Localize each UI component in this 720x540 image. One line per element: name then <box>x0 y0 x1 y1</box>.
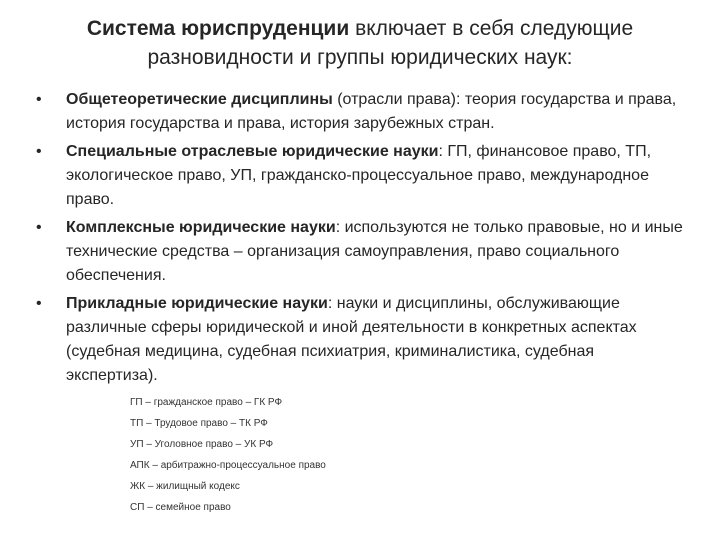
bullet-marker: • <box>36 219 42 236</box>
bullet-text: (отрасли права): теория государства и права, история государства и права, история зарубежных стран. <box>66 91 677 132</box>
slide-title <box>40 14 680 72</box>
bullet-item <box>36 292 686 388</box>
bullet-marker: • <box>36 143 42 160</box>
bullet-list <box>36 88 686 392</box>
bullet-text: : науки и дисциплины, обслуживающие различные сферы юридической и иной деятельности в конкретных аспектах (судебная медицина, судебная психиатрия, криминалистика, судебная экспертиза). <box>66 295 637 384</box>
bullet-text: : используются не только правовые, но и иные технические средства – организация самоуправления, право социального обеспечения. <box>66 219 683 284</box>
bullet-item <box>36 88 686 136</box>
bullet-term: Комплексные юридические науки <box>66 219 336 236</box>
abbreviation-item: УП – Уголовное право – УК РФ <box>130 439 274 450</box>
abbreviation-item: СП – семейное право <box>130 502 231 513</box>
bullet-item <box>36 216 686 288</box>
bullet-term: Специальные отраслевые юридические науки <box>66 143 439 160</box>
title-bold: Система юриспруденции <box>86 17 350 40</box>
title-rest: включает в себя следующие разновидности и группы юридических наук: <box>147 17 634 69</box>
abbreviation-item: ГП – гражданское право – ГК РФ <box>130 397 283 408</box>
abbreviation-list <box>130 392 326 518</box>
bullet-text: : ГП, финансовое право, ТП, экологическое право, УП, гражданско-процессуальное право, международное право. <box>66 143 652 208</box>
abbreviation-item: АПК – арбитражно-процессуальное право <box>130 460 326 471</box>
bullet-marker: • <box>36 295 42 312</box>
bullet-term: Общетеоретические дисциплины <box>66 91 333 108</box>
bullet-item <box>36 140 686 212</box>
abbreviation-item: ЖК – жилищный кодекс <box>130 481 240 492</box>
abbreviation-item: ТП – Трудовое право – ТК РФ <box>130 418 268 429</box>
bullet-marker: • <box>36 91 42 108</box>
bullet-term: Прикладные юридические науки <box>66 295 328 312</box>
